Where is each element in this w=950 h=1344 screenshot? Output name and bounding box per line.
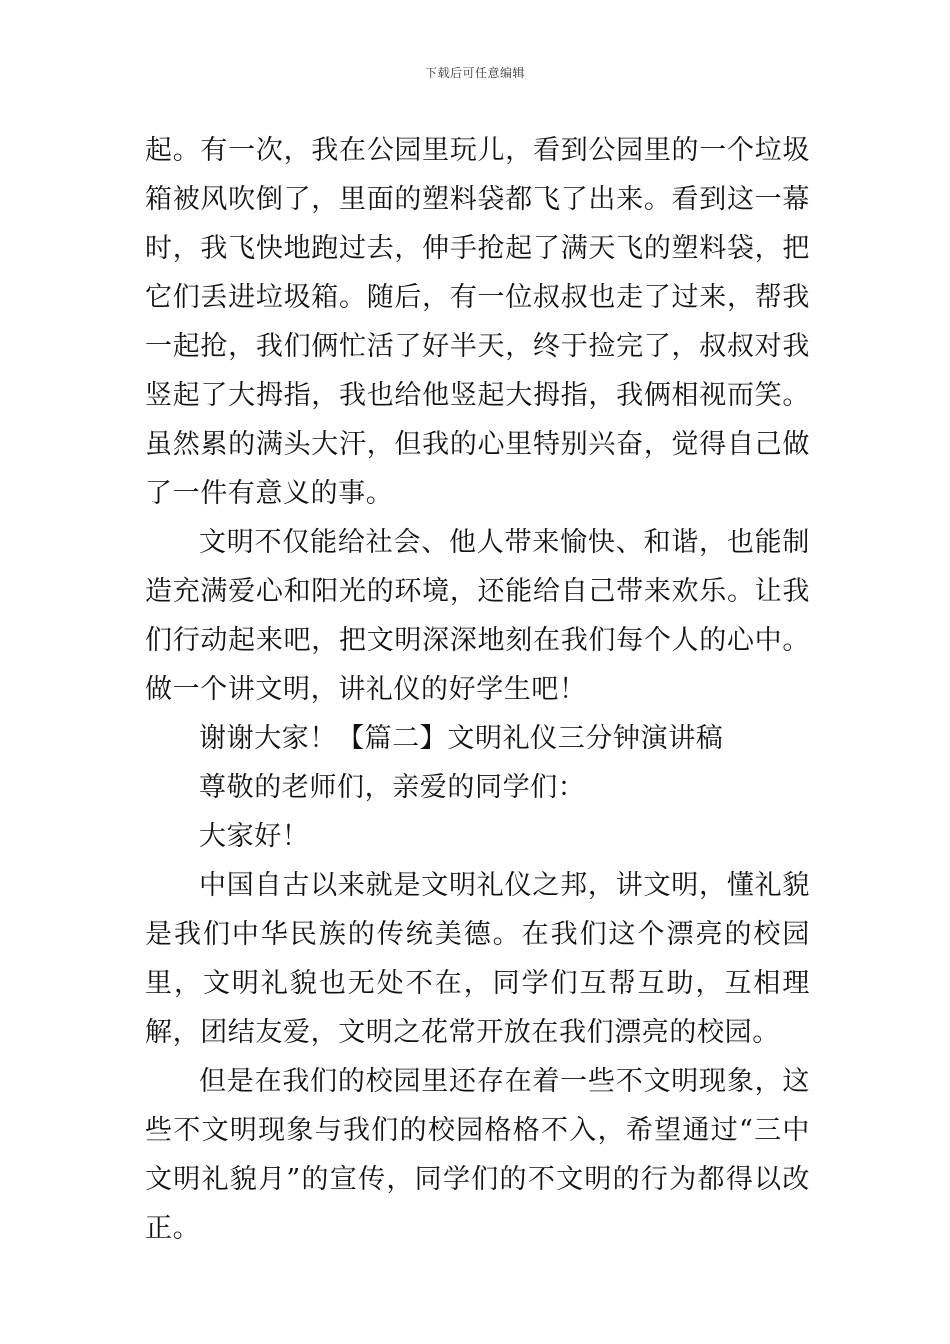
paragraph-greeting: 大家好！: [199, 821, 310, 852]
paragraph-uncivilized-phenomena: 但是在我们的校园里还存在着一些不文明现象，这些不文明现象与我们的校园格格不入，希望通过“三中文明礼貌月”的宣传，同学们的不文明的行为都得以改正。: [145, 1066, 810, 1244]
paragraph-civilization-benefits: 文明不仅能给社会、他人带来愉快、和谐，也能制造充满爱心和阳光的环境，还能给自己带来欢乐。让我们行动起来吧，把文明深深地刻在我们每个人的心中。做一个讲文明，讲礼仪的好学生吧！: [145, 527, 810, 705]
paragraph-continuation: 起。有一次，我在公园里玩儿，看到公园里的一个垃圾箱被风吹倒了，里面的塑料袋都飞了出来。看到这一幕时，我飞快地跑过去，伸手抢起了满天飞的塑料袋，把它们丢进垃圾箱。随后，有一位叔叔也走了过来，帮我一起抢，我们俩忙活了好半天，终于捡完了，叔叔对我竖起了大拇指，我也给他竖起大拇指，我俩相视而笑。虽然累的满头大汗，但我的心里特别兴奋，觉得自己做了一件有意义的事。: [145, 135, 810, 509]
paragraph-thanks-and-title: 谢谢大家！【篇二】文明礼仪三分钟演讲稿: [199, 723, 724, 754]
page-header: 下载后可任意编辑: [424, 66, 525, 80]
paragraph-salutation: 尊敬的老师们，亲爱的同学们：: [199, 772, 586, 803]
document-body: [145, 126, 810, 1253]
paragraph-china-etiquette: 中国自古以来就是文明礼仪之邦，讲文明，懂礼貌是我们中华民族的传统美德。在我们这个漂亮的校园里，文明礼貌也无处不在，同学们互帮互助，互相理解，团结友爱，文明之花常开放在我们漂亮的校园。: [145, 870, 810, 1048]
